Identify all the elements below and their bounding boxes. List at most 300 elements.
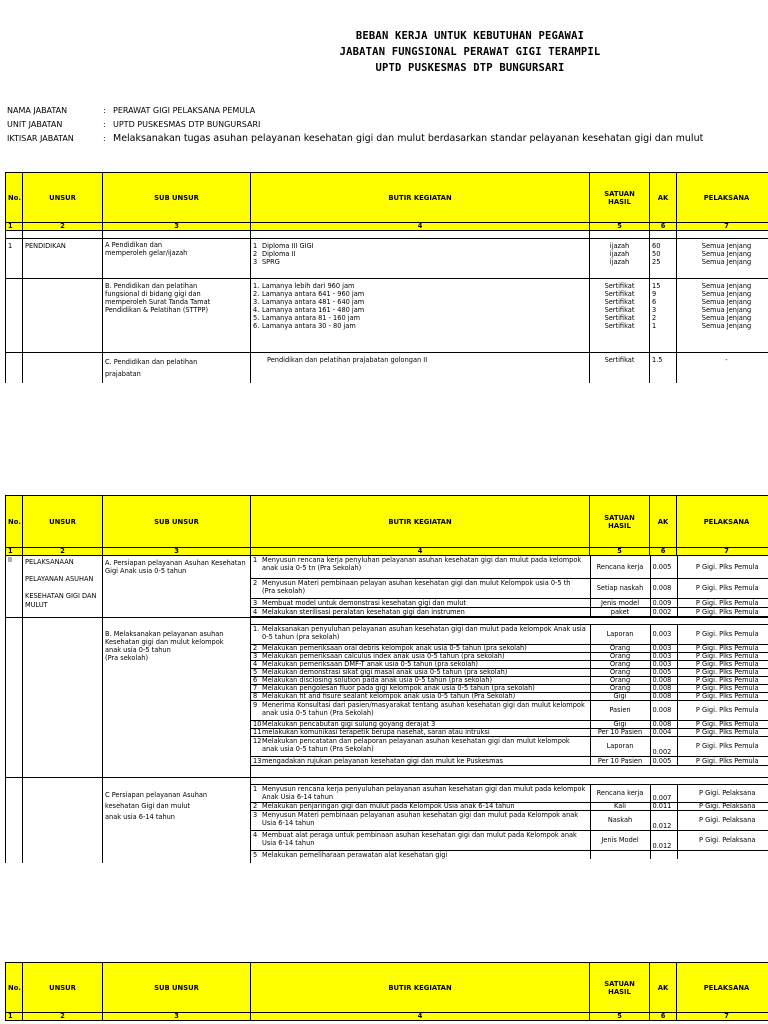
col-header-unsur: UNSUR bbox=[23, 963, 103, 1013]
item-number: 1 bbox=[253, 784, 258, 793]
pelaksana: P Gigi. Plks Pemula bbox=[677, 644, 768, 652]
col-number: 3 bbox=[103, 548, 251, 556]
satuan: Orang bbox=[590, 684, 650, 692]
item-text-line: Anak Usia 6-14 tahun bbox=[262, 792, 334, 801]
ak: 0.003 bbox=[650, 644, 677, 652]
col-header-satuan: SATUAN HASIL bbox=[590, 963, 650, 1013]
satuan: Setiap naskah bbox=[590, 578, 650, 598]
satuan-list bbox=[590, 279, 650, 353]
nama-value: PERAWAT GIGI PELAKSANA PEMULA bbox=[113, 106, 256, 115]
sub-unsur-line: Kesehatan gigi dan mulut kelompok bbox=[105, 637, 224, 646]
table-row bbox=[251, 598, 768, 607]
col-header-pelaksana: PELAKSANA bbox=[677, 173, 768, 223]
ak: 0.011 bbox=[650, 802, 677, 810]
list-item bbox=[253, 306, 587, 314]
colon: : bbox=[103, 120, 106, 129]
col-number: 1 bbox=[6, 1013, 23, 1021]
col-header-satuan: SATUAN HASIL bbox=[590, 496, 650, 548]
list-item bbox=[253, 298, 587, 306]
col-header-pelaksana: PELAKSANA bbox=[677, 963, 768, 1013]
pelaksana: - bbox=[677, 353, 768, 383]
table-row bbox=[251, 756, 768, 765]
ak: 0.012 bbox=[650, 810, 677, 830]
ak: 0.005 bbox=[650, 556, 677, 578]
pelaksana: P Gigi. Pelaksana bbox=[677, 784, 768, 802]
item-number: 3 bbox=[253, 652, 258, 660]
table-row bbox=[251, 784, 768, 802]
ak: 0.003 bbox=[650, 660, 677, 668]
col-header-no: No. bbox=[6, 173, 23, 223]
satuan: Kali bbox=[590, 802, 650, 810]
item-number: 2 bbox=[253, 802, 258, 810]
item-number: 4 bbox=[253, 660, 258, 668]
table-row bbox=[251, 578, 768, 598]
item-text-line: anak usia 0-5 tahun (Pra Sekolah) bbox=[262, 708, 374, 717]
pelaksana: Semua Jenjang bbox=[701, 258, 752, 266]
pelaksana: P Gigi. Plks Pemula bbox=[677, 728, 768, 736]
document-title bbox=[300, 30, 640, 74]
list-item bbox=[253, 322, 587, 330]
table-row bbox=[251, 607, 768, 616]
item-text-line: Menyusun Materi pembinaan pelayanan asuhan kesehatan gigi dan mulut pada Kelompok anak bbox=[262, 810, 579, 819]
item-text-line: Melakukan pemeliharaan perawatan alat kesehatan gigi bbox=[262, 850, 448, 859]
pelaksana: P Gigi. Plks Pemula bbox=[677, 598, 768, 607]
table-row bbox=[251, 624, 768, 644]
col-number: 4 bbox=[251, 1013, 590, 1021]
ak: 3 bbox=[652, 306, 657, 314]
ak: 0.008 bbox=[650, 692, 677, 700]
item-text-line: Melaksanakan penyuluhan pelayanan asuhan kesehatan gigi dan mulut pada kelompok Anak usia bbox=[262, 624, 586, 633]
item-number: 2. bbox=[253, 290, 260, 298]
pelaksana: Semua Jenjang bbox=[701, 322, 752, 330]
col-header-butir: BUTIR KEGIATAN bbox=[251, 496, 590, 548]
pelaksana: Semua Jenjang bbox=[701, 298, 752, 306]
iktisar-value: Melaksanakan tugas asuhan pelayanan kesehatan gigi dan mulut berdasarkan standar pelayanan kesehatan gigi dan mulut bbox=[113, 133, 704, 144]
col-number: 2 bbox=[23, 1013, 103, 1021]
table-row bbox=[6, 279, 768, 353]
sub-unsur-line: B. Pendidikan dan pelatihan bbox=[105, 282, 198, 290]
butir-item bbox=[251, 353, 590, 383]
table-row bbox=[251, 692, 768, 700]
iktisar-label: IKTISAR JABATAN bbox=[7, 134, 74, 143]
item-text bbox=[251, 556, 590, 578]
satuan: Sertifikat bbox=[590, 353, 650, 383]
col-number: 4 bbox=[251, 548, 590, 556]
sub-unsur-b bbox=[103, 617, 251, 777]
ak: 0.008 bbox=[650, 578, 677, 598]
item-block bbox=[251, 556, 768, 617]
pelaksana-list bbox=[677, 239, 768, 279]
ak: 0.012 bbox=[650, 830, 677, 850]
item-number: 7 bbox=[253, 684, 258, 692]
pelaksana: P Gigi. Plks Pemula bbox=[677, 736, 768, 756]
table-row bbox=[6, 617, 768, 777]
table-row bbox=[251, 830, 768, 850]
satuan: Rencana kerja bbox=[590, 784, 650, 802]
satuan: Jenis model bbox=[590, 598, 650, 607]
col-number: 3 bbox=[103, 1013, 251, 1021]
info-unit bbox=[7, 120, 260, 129]
satuan: Orang bbox=[590, 644, 650, 652]
item-number: 6 bbox=[253, 676, 258, 684]
col-number: 1 bbox=[6, 223, 23, 231]
ak: 0.008 bbox=[650, 684, 677, 692]
table-row bbox=[251, 850, 768, 859]
item-text-line: 0-5 tahun (pra sekolah) bbox=[262, 632, 340, 641]
col-header-ak: AK bbox=[650, 963, 677, 1013]
col-header-butir: BUTIR KEGIATAN bbox=[251, 173, 590, 223]
sub-unsur-line: (Pra sekolah) bbox=[105, 653, 149, 662]
item-number: 3. bbox=[253, 298, 260, 306]
ak: 25 bbox=[652, 258, 661, 266]
col-header-pelaksana: PELAKSANA bbox=[677, 496, 768, 548]
ak: 0.002 bbox=[650, 736, 677, 756]
sub-unsur-line: anak usia 0-5 tahun bbox=[105, 645, 171, 654]
item-text-line: (Pra sekolah) bbox=[262, 586, 306, 595]
sub-unsur-line: Pendidikan & Pelatihan (STTPP) bbox=[105, 306, 209, 314]
info-nama bbox=[7, 106, 255, 115]
item-text-line: Menyusun rencana kerja penyluhan pelayanan asuhan kesehatan gigi dan mulut pada kelompok bbox=[262, 556, 582, 564]
pelaksana: P Gigi. Plks Pemula bbox=[677, 556, 768, 578]
item-text: Lamanya antara 481 - 640 jam bbox=[262, 298, 365, 306]
list-item bbox=[253, 258, 587, 266]
row-unsur bbox=[23, 556, 103, 618]
unsur-line: PELAYANAN ASUHAN bbox=[25, 575, 94, 583]
row-no: II bbox=[6, 556, 23, 618]
pelaksana: Semua Jenjang bbox=[701, 242, 752, 250]
satuan: Sertifikat bbox=[604, 282, 635, 290]
pelaksana: P Gigi. Plks Pemula bbox=[677, 607, 768, 616]
col-header-sub-unsur: SUB UNSUR bbox=[103, 963, 251, 1013]
item-text-line: anak usia 0-5 tn (Pra Sekolah) bbox=[262, 564, 362, 572]
ak: 0.005 bbox=[650, 668, 677, 676]
ak-list bbox=[650, 239, 677, 279]
satuan: Sertifikat bbox=[604, 314, 635, 322]
item-text-line: anak usia 0-5 tahun (Pra Sekolah) bbox=[262, 744, 374, 753]
pelaksana: P Gigi. Plks Pemula bbox=[677, 692, 768, 700]
col-number: 5 bbox=[590, 548, 650, 556]
pelaksana-list bbox=[677, 279, 768, 353]
table-row bbox=[251, 676, 768, 684]
sub-unsur-line: A. Persiapan pelayanan Asuhan Kesehatan bbox=[105, 559, 246, 567]
ak: 6 bbox=[652, 298, 657, 306]
unit-value: UPTD PUSKESMAS DTP BUNGURSARI bbox=[113, 120, 261, 129]
sub-unsur-line: C. Pendidikan dan pelatihan bbox=[105, 358, 198, 366]
sub-unsur-line: B. Melaksanakan pelayanan asuhan bbox=[105, 629, 224, 638]
table-row bbox=[6, 556, 768, 618]
unsur-line: KESEHATAN GIGI DAN bbox=[25, 592, 97, 600]
ak bbox=[650, 850, 677, 859]
item-text-line: Menerima Konsultasi dari pasien/masyarakat tentang asuhan kesehatan gigi dan mulut kelompok bbox=[262, 700, 585, 709]
item-number: 5 bbox=[253, 668, 258, 676]
item-text-line: Melakukan sterilisasi peralatan kesehatan gigi dan instrumen bbox=[262, 607, 465, 616]
butir-list bbox=[251, 279, 590, 353]
info-iktisar bbox=[7, 133, 703, 144]
item-number: 4 bbox=[253, 607, 258, 616]
item-text-line: Melakukan pemeriksaan oral debris kelompok anak usia 0-5 tahun (pra sekolah) bbox=[262, 644, 527, 652]
sub-unsur-b bbox=[103, 279, 251, 353]
col-number: 6 bbox=[650, 1013, 677, 1021]
pelaksana: P Gigi. Pelaksana bbox=[677, 802, 768, 810]
pelaksana: P Gigi. Plks Pemula bbox=[677, 624, 768, 644]
item-text: Diploma II bbox=[262, 250, 296, 258]
sub-unsur-line: C Persiapan pelayanan Asuhan bbox=[105, 790, 208, 799]
row-no: 1 bbox=[6, 239, 23, 279]
item-text-line: Melakukan pemeriksaan DMF-T anak usia 0-5 tahun (pra sekolah) bbox=[262, 660, 478, 668]
pelaksana: P Gigi. Plks Pemula bbox=[677, 676, 768, 684]
item-number: 10 bbox=[253, 720, 262, 728]
item-text-line: Menyusun rencana kerja penyuluhan pelayanan asuhan kesehatan gigi dan mulut pada kelompok bbox=[262, 784, 586, 793]
col-number: 7 bbox=[677, 548, 768, 556]
item-text-line: Membuat alat peraga untuk pembinaan asuhan kesehatan gigi dan mulut pada Kelompok anak bbox=[262, 830, 577, 839]
satuan: Sertifikat bbox=[604, 290, 635, 298]
col-number: 7 bbox=[677, 223, 768, 231]
list-item bbox=[253, 290, 587, 298]
pelaksana: P Gigi. Pelaksana bbox=[677, 830, 768, 850]
col-header-ak: AK bbox=[650, 496, 677, 548]
ak: 0.005 bbox=[650, 756, 677, 765]
pelaksana: P Gigi. Plks Pemula bbox=[677, 668, 768, 676]
ak: 50 bbox=[652, 250, 661, 258]
item-text: Lamanya antara 161 - 480 jam bbox=[262, 306, 365, 314]
item-number: 3 bbox=[253, 810, 258, 819]
item-number: 5 bbox=[253, 850, 258, 859]
item-text: Lamanya lebih dari 960 jam bbox=[262, 282, 355, 290]
item-number: 5. bbox=[253, 314, 260, 322]
sub-unsur-line: memperoleh gelar/ijazah bbox=[105, 249, 188, 257]
item-text-line: Membuat model untuk demonstrasi kesehatan gigi dan mulut bbox=[262, 598, 467, 607]
ak: 60 bbox=[652, 242, 661, 250]
ak: 1 bbox=[652, 322, 657, 330]
table-row bbox=[251, 684, 768, 692]
satuan: Per 10 Pasien bbox=[590, 728, 650, 736]
colon: : bbox=[103, 134, 106, 143]
item-block bbox=[251, 784, 768, 860]
ak-list bbox=[650, 279, 677, 353]
ak: 2 bbox=[652, 314, 657, 322]
col-header-sub-unsur: SUB UNSUR bbox=[103, 496, 251, 548]
table-row bbox=[251, 810, 768, 830]
item-number: 1 bbox=[253, 556, 258, 564]
item-text-line: Melakukan pemeriksaan calculus index anak usia 0-5 tahun (pra sekolah) bbox=[262, 652, 505, 660]
col-number: 5 bbox=[590, 1013, 650, 1021]
col-number: 1 bbox=[6, 548, 23, 556]
satuan: Orang bbox=[590, 676, 650, 684]
sub-unsur-c bbox=[103, 777, 251, 863]
item-text-line: Menyusun Materi pembinaan pelayan asuhan kesehatan gigi dan mulut Kelompok usia 0-5 th bbox=[262, 578, 571, 587]
table-row bbox=[251, 652, 768, 660]
satuan: paket bbox=[590, 607, 650, 616]
item-number: 8 bbox=[253, 692, 258, 700]
col-header-sub-unsur: SUB UNSUR bbox=[103, 173, 251, 223]
item-number: 12 bbox=[253, 736, 262, 745]
col-number: 7 bbox=[677, 1013, 768, 1021]
row-unsur: PENDIDIKAN bbox=[23, 239, 103, 279]
table-row bbox=[251, 802, 768, 810]
pelaksana: P Gigi. Plks Pemula bbox=[677, 684, 768, 692]
title-line-1: BEBAN KERJA UNTUK KEBUTUHAN PEGAWAI bbox=[355, 30, 585, 42]
item-text-line: Melakukan fit and fisure sealant kelompok anak usia 0-5 tahun (Pra Sekolah) bbox=[262, 692, 516, 700]
ak: 0.003 bbox=[650, 652, 677, 660]
workload-table-pelaksanaan bbox=[5, 495, 768, 863]
item-text-line: Melakukan demonstrasi sikat gigi masal anak usia 0-5 tahun (pra sekolah) bbox=[262, 668, 508, 676]
pelaksana: P Gigi. Plks Pemula bbox=[677, 756, 768, 765]
nama-label: NAMA JABATAN bbox=[7, 106, 68, 115]
ak: 15 bbox=[652, 282, 661, 290]
table-row bbox=[251, 644, 768, 652]
item-text: Lamanya antara 81 - 160 jam bbox=[262, 314, 361, 322]
pelaksana: Semua Jenjang bbox=[701, 314, 752, 322]
pelaksana: P Gigi. Plks Pemula bbox=[677, 700, 768, 720]
col-number: 5 bbox=[590, 223, 650, 231]
pelaksana: P Gigi. Pelaksana bbox=[677, 810, 768, 830]
col-number: 3 bbox=[103, 223, 251, 231]
title-line-2: JABATAN FUNGSIONAL PERAWAT GIGI TERAMPIL bbox=[339, 46, 601, 58]
table-row bbox=[251, 668, 768, 676]
workload-table-pendidikan bbox=[5, 172, 768, 383]
table-row bbox=[6, 777, 768, 863]
satuan: Laporan bbox=[590, 624, 650, 644]
satuan: Orang bbox=[590, 660, 650, 668]
item-text: SPRG bbox=[262, 258, 280, 266]
pelaksana: Semua Jenjang bbox=[701, 306, 752, 314]
satuan: Orang bbox=[590, 652, 650, 660]
item-number: 4. bbox=[253, 306, 260, 314]
satuan: Sertifikat bbox=[604, 306, 635, 314]
item-number: 3 bbox=[253, 258, 258, 266]
satuan: Rencana kerja bbox=[590, 556, 650, 578]
pelaksana: P Gigi. Plks Pemula bbox=[677, 660, 768, 668]
ak: 0.007 bbox=[650, 784, 677, 802]
satuan: Sertifikat bbox=[604, 322, 635, 330]
item-text-line: Melakukan pengolesan fluor pada gigi kelompok anak usia 0-5 tahun (pra sekolah) bbox=[262, 684, 535, 692]
col-header-no: No. bbox=[6, 496, 23, 548]
ak: 0.002 bbox=[650, 607, 677, 616]
col-header-satuan: SATUAN HASIL bbox=[590, 173, 650, 223]
item-number: 1 bbox=[253, 242, 258, 250]
satuan: ijazah bbox=[609, 258, 630, 266]
satuan: Gigi bbox=[590, 720, 650, 728]
item-number: 2 bbox=[253, 250, 258, 258]
item-number: 2 bbox=[253, 644, 258, 652]
sub-unsur-line: kesehatan Gigi dan mulut bbox=[105, 801, 191, 810]
item-block bbox=[251, 624, 768, 766]
satuan: Jenis Model bbox=[590, 830, 650, 850]
sub-unsur-a bbox=[103, 556, 251, 618]
col-number: 6 bbox=[650, 548, 677, 556]
col-number: 2 bbox=[23, 548, 103, 556]
item-text-line: melakukan komunikasi terapetik berupa nasehat, saran atau intruksi bbox=[262, 728, 490, 736]
satuan: Pasien bbox=[590, 700, 650, 720]
ak: 1.5 bbox=[650, 353, 677, 383]
unit-label: UNIT JABATAN bbox=[7, 120, 63, 129]
sub-unsur-line: Gigi Anak usia 0-5 tahun bbox=[105, 567, 187, 575]
item-text-line: Melakukan penjaringan gigi dan mulut pada Kelompok Usia anak 6-14 tahun bbox=[262, 802, 515, 810]
ak: 0.008 bbox=[650, 700, 677, 720]
table-row bbox=[6, 239, 768, 279]
sub-unsur-line: memperoleh Surat Tanda Tamat bbox=[105, 298, 211, 306]
col-header-no: No. bbox=[6, 963, 23, 1013]
table-row bbox=[251, 660, 768, 668]
item-number: 3 bbox=[253, 598, 258, 607]
satuan: Sertifikat bbox=[604, 298, 635, 306]
item-number: 1. bbox=[253, 282, 260, 290]
ak: 0.003 bbox=[650, 624, 677, 644]
pelaksana: Semua Jenjang bbox=[701, 290, 752, 298]
item-number: 11 bbox=[253, 728, 262, 736]
item-text-line: Usia 6-14 tahun bbox=[262, 818, 315, 827]
item-text-line: Melakukan pencabutan gigi sulung goyang derajat 3 bbox=[262, 720, 436, 728]
col-header-unsur: UNSUR bbox=[23, 496, 103, 548]
item-text: Lamanya antara 30 - 80 jam bbox=[262, 322, 356, 330]
sub-unsur-line: A Pendidikan dan bbox=[105, 241, 163, 249]
table-row bbox=[251, 736, 768, 756]
ak: 9 bbox=[652, 290, 657, 298]
item-text-line: Usia 6-14 tahun bbox=[262, 838, 315, 847]
satuan: ijazah bbox=[609, 250, 630, 258]
table-row bbox=[251, 556, 768, 578]
satuan: Laporan bbox=[590, 736, 650, 756]
item-text-line: Melakukan disclosing solution pada anak usia 0-5 tahun (pra sekolah) bbox=[262, 676, 493, 684]
pelaksana: Semua Jenjang bbox=[701, 282, 752, 290]
col-number: 6 bbox=[650, 223, 677, 231]
ak: 0.008 bbox=[650, 720, 677, 728]
item-text: Pendidikan dan pelatihan prajabatan golongan II bbox=[267, 356, 428, 364]
item-text: Lamanya antara 641 - 960 jam bbox=[262, 290, 365, 298]
item-number: 1. bbox=[253, 624, 260, 633]
satuan: Gigi bbox=[590, 692, 650, 700]
pelaksana: Semua Jenjang bbox=[701, 250, 752, 258]
ak: 0.008 bbox=[650, 676, 677, 684]
table-row bbox=[251, 700, 768, 720]
table-row bbox=[6, 353, 768, 383]
sub-unsur-line: anak usia 6-14 tahun bbox=[105, 812, 175, 821]
unsur-line: MULUT bbox=[25, 601, 48, 609]
workload-table-continued bbox=[5, 962, 768, 1021]
butir-list bbox=[251, 239, 590, 279]
table-row bbox=[251, 720, 768, 728]
satuan: ijazah bbox=[609, 242, 630, 250]
satuan: Per 10 Pasien bbox=[590, 756, 650, 765]
sub-unsur-line: prajabatan bbox=[105, 370, 141, 378]
col-header-butir: BUTIR KEGIATAN bbox=[251, 963, 590, 1013]
col-number: 4 bbox=[251, 223, 590, 231]
table-row bbox=[251, 728, 768, 736]
item-text-line: Melakukan pencatatan dan pelaporan pelayanan asuhan kesehatan gigi dan mulut kelompok bbox=[262, 736, 570, 745]
item-number: 2 bbox=[253, 578, 258, 587]
col-number: 2 bbox=[23, 223, 103, 231]
colon: : bbox=[103, 106, 106, 115]
sub-unsur-line: fungsional di bidang gigi dan bbox=[105, 290, 201, 298]
pelaksana: P Gigi. Plks Pemula bbox=[677, 652, 768, 660]
pelaksana: P Gigi. Plks Pemula bbox=[677, 578, 768, 598]
item-number: 6. bbox=[253, 322, 260, 330]
item-text: Diploma III GIGI bbox=[262, 242, 314, 250]
item-number: 9 bbox=[253, 700, 258, 709]
list-item bbox=[253, 314, 587, 322]
ak: 0.004 bbox=[650, 728, 677, 736]
satuan: Naskah bbox=[590, 810, 650, 830]
ak: 0.009 bbox=[650, 598, 677, 607]
sub-unsur-c bbox=[103, 353, 251, 383]
pelaksana bbox=[677, 850, 768, 859]
col-header-ak: AK bbox=[650, 173, 677, 223]
title-line-3: UPTD PUSKESMAS DTP BUNGURSARI bbox=[375, 62, 565, 74]
sub-unsur-a bbox=[103, 239, 251, 279]
item-text-line: mengadakan rujukan pelayanan kesehatan gigi dan mulut ke Puskesmas bbox=[262, 756, 503, 765]
list-item bbox=[253, 250, 587, 258]
satuan: Orang bbox=[590, 668, 650, 676]
